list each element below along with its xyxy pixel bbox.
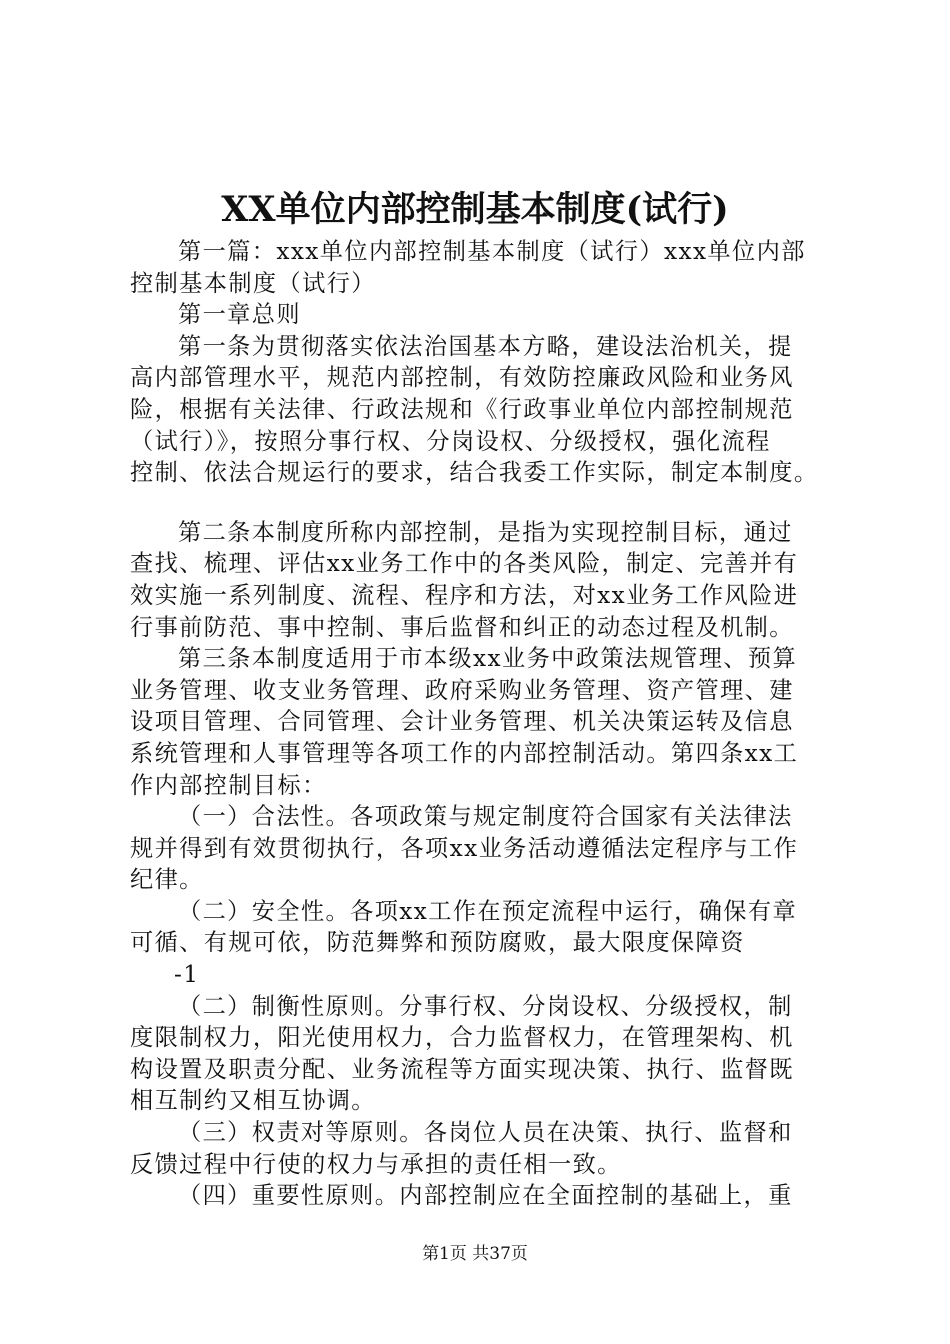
text-line: 控制基本制度（试行） — [130, 269, 376, 297]
paragraph-gap — [130, 489, 840, 517]
text-line: 设项目管理、合同管理、会计业务管理、机关决策运转及信息 — [130, 708, 794, 736]
text-line: 险，根据有关法律、行政法规和《行政事业单位内部控制规范 — [130, 395, 794, 423]
text-line: 反馈过程中行使的权力与承担的责任相一致。 — [130, 1150, 622, 1178]
text-line: 查找、梳理、评估xx业务工作中的各类风险，制定、完善并有 — [130, 550, 799, 578]
text-line: 度限制权力，阳光使用权力，合力监督权力，在管理架构、机 — [130, 1024, 794, 1052]
text-line: 业务管理、收支业务管理、政府采购业务管理、资产管理、建 — [130, 676, 794, 704]
page-marker: -1 — [174, 961, 200, 989]
text-line: （四）重要性原则。内部控制应在全面控制的基础上，重 — [178, 1182, 793, 1210]
text-line: 纪律。 — [130, 866, 204, 894]
text-line: 作内部控制目标： — [130, 771, 327, 799]
text-line: 规并得到有效贯彻执行，各项xx业务活动遵循法定程序与工作 — [130, 834, 799, 862]
text-line: 构设置及职责分配、业务流程等方面实现决策、执行、监督既 — [130, 1055, 794, 1083]
text-line: 第三条本制度适用于市本级xx业务中政策法规管理、预算 — [178, 645, 798, 673]
text-line: （一）合法性。各项政策与规定制度符合国家有关法律法 — [178, 803, 793, 831]
text-line: （二）安全性。各项xx工作在预定流程中运行，确保有章 — [178, 897, 798, 925]
text-line: （二）制衡性原则。分事行权、分岗设权、分级授权，制 — [178, 992, 793, 1020]
text-line: 第一条为贯彻落实依法治国基本方略，建设法治机关，提 — [178, 332, 793, 360]
text-line: 第一篇：xxx单位内部控制基本制度（试行）xxx单位内部 — [178, 238, 806, 265]
page-footer: 第1页 共37页 — [422, 1244, 528, 1264]
text-line: 可循、有规可依，防范舞弊和预防腐败，最大限度保障资 — [130, 929, 745, 957]
text-line: 效实施一系列制度、流程、程序和方法，对xx业务工作风险进 — [130, 581, 799, 609]
text-line: 第二条本制度所称内部控制，是指为实现控制目标，通过 — [178, 518, 793, 546]
text-line: 系统管理和人事管理等各项工作的内部控制活动。第四条xx工 — [130, 739, 799, 767]
text-line: 行事前防范、事中控制、事后监督和纠正的动态过程及机制。 — [130, 613, 794, 641]
text-line: 控制、依法合规运行的要求，结合我委工作实际，制定本制度。 — [130, 459, 819, 487]
text-line: （试行）》，按照分事行权、分岗设权、分级授权，强化流程 — [130, 427, 771, 455]
chapter-heading: 第一章总则 — [178, 301, 301, 329]
text-line: 相互制约又相互协调。 — [130, 1087, 376, 1115]
document-title: XX单位内部控制基本制度(试行) — [221, 189, 729, 230]
text-line: 高内部管理水平，规范内部控制，有效防控廉政风险和业务风 — [130, 364, 794, 392]
document-body — [130, 236, 840, 1212]
text-line: （三）权责对等原则。各岗位人员在决策、执行、监督和 — [178, 1119, 793, 1147]
